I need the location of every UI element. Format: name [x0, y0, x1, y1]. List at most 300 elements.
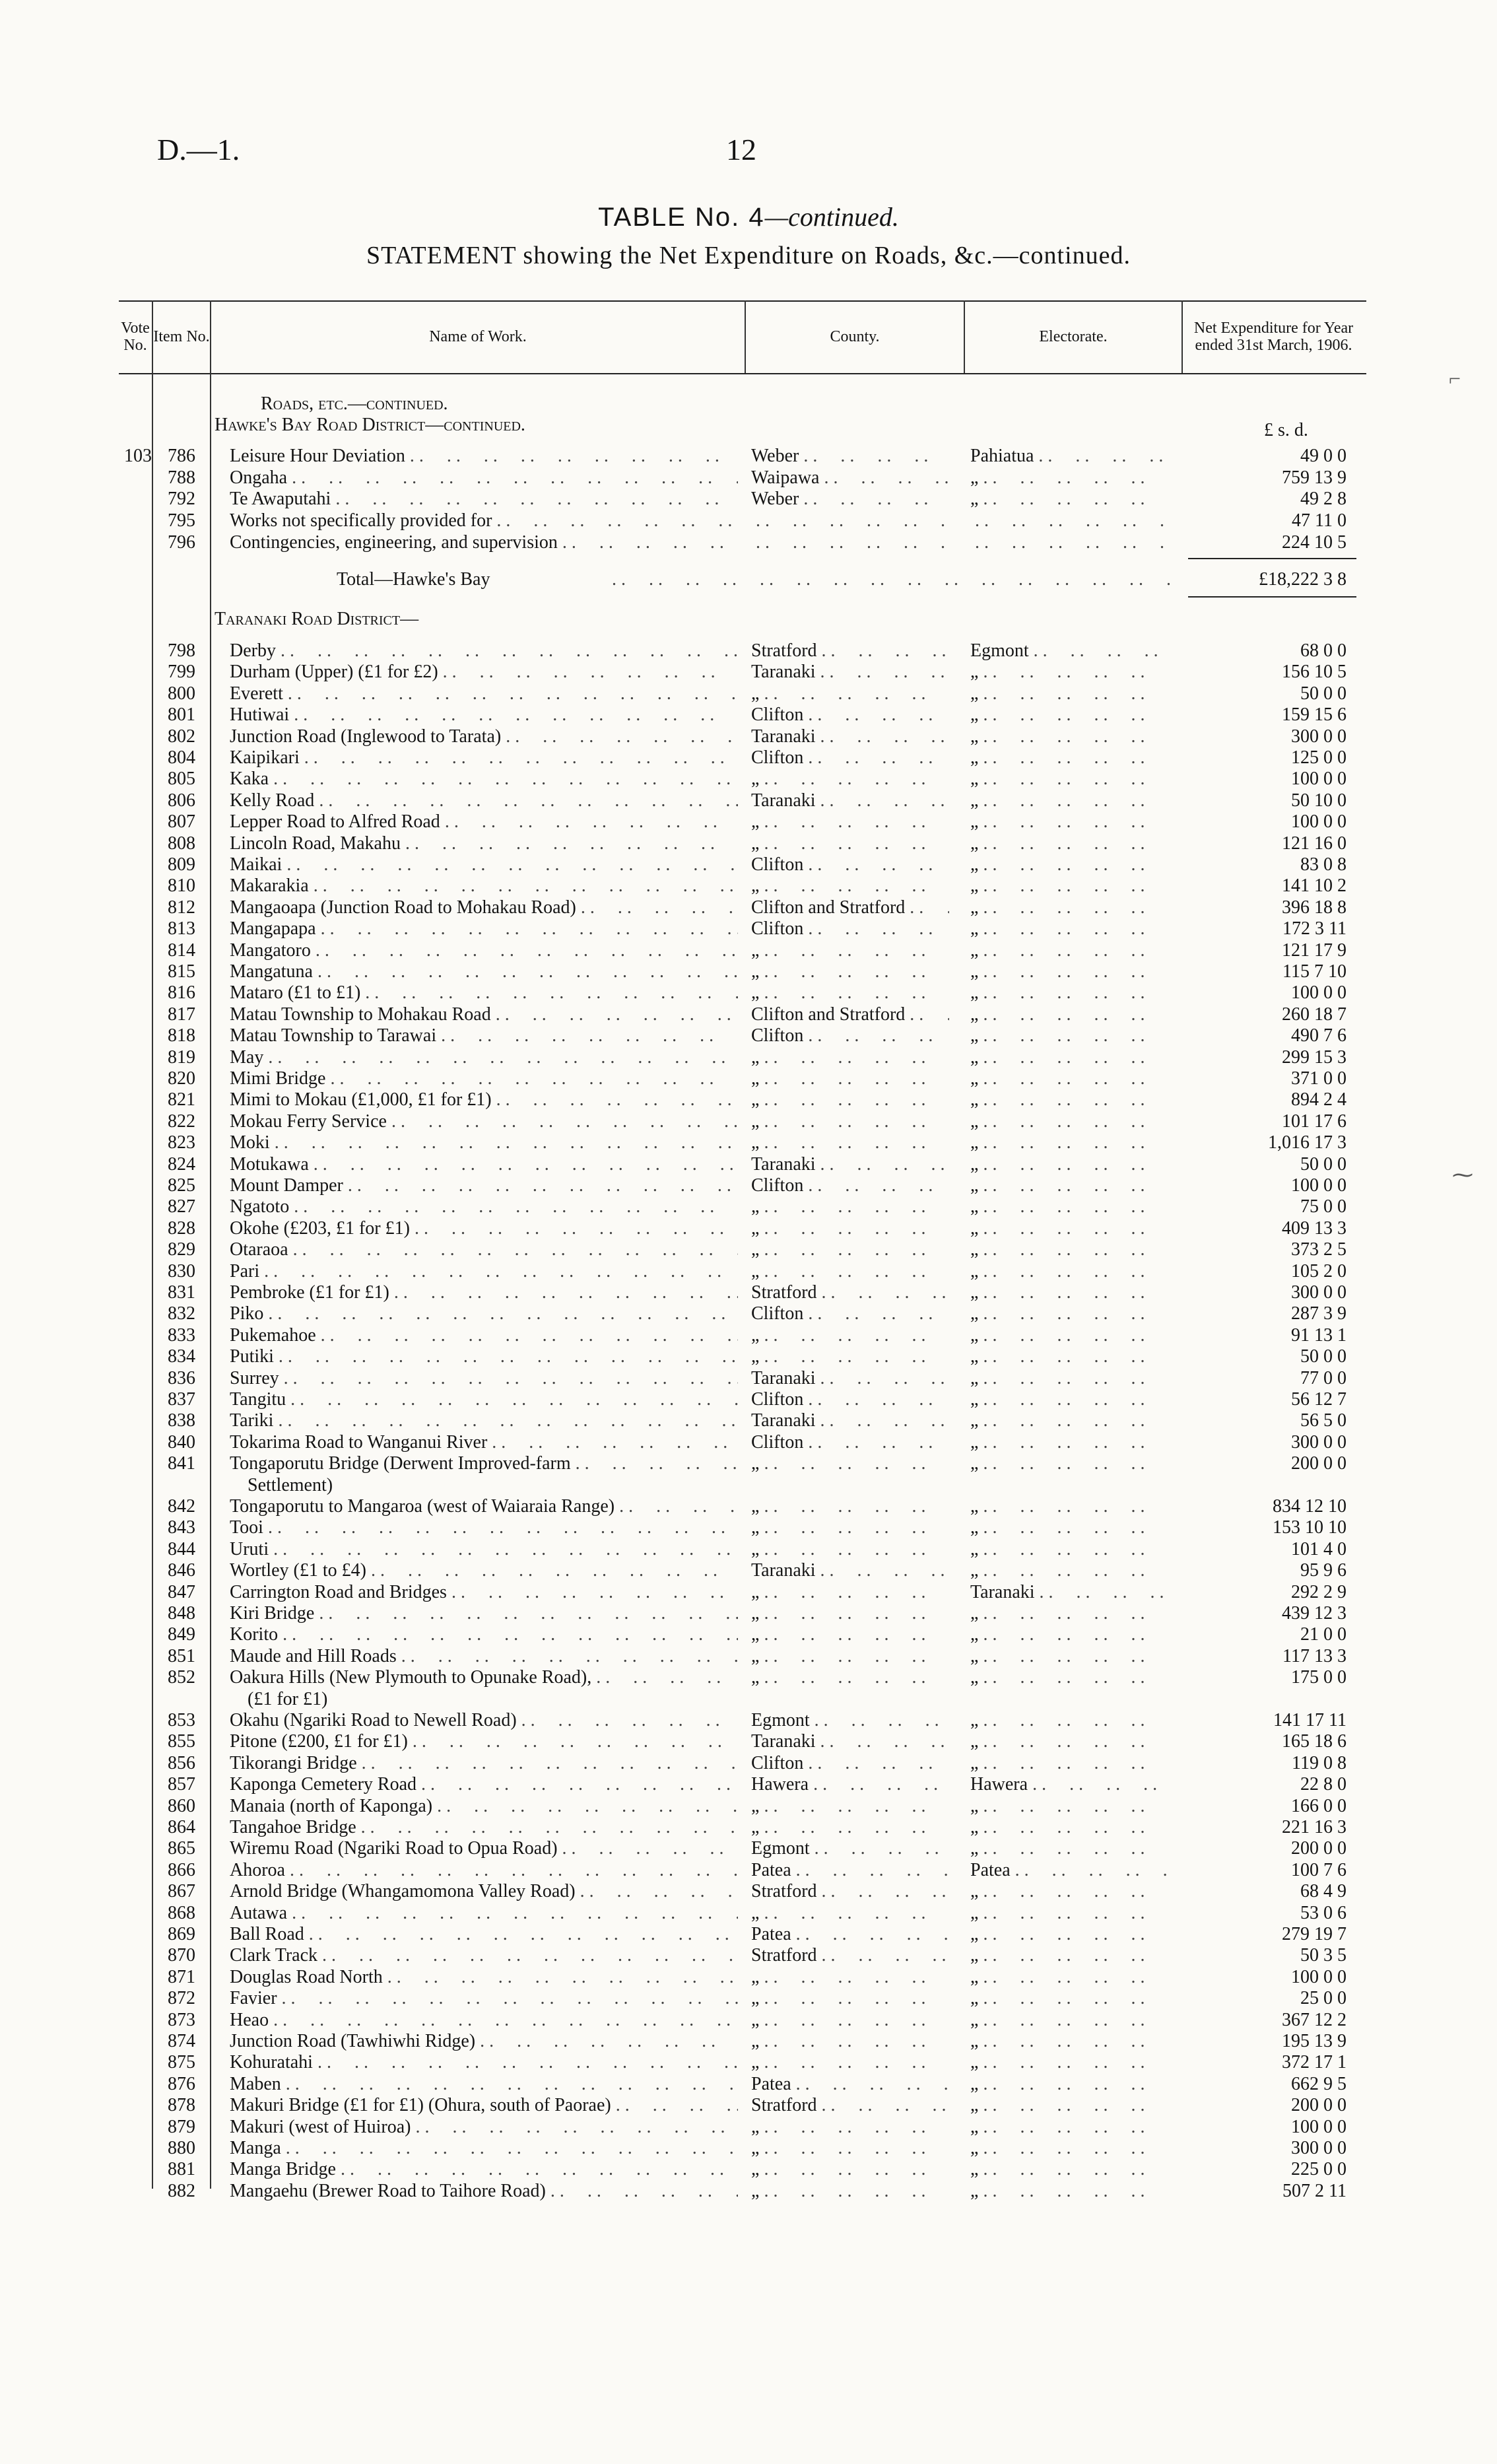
- expenditure-amount: 100 0 0: [1291, 769, 1347, 790]
- expenditure-amount: 117 13 3: [1282, 1645, 1347, 1666]
- section-roads-heading: [261, 394, 448, 415]
- work-name: Uruti . .: [230, 1539, 738, 1560]
- item-number: 824: [168, 1153, 195, 1175]
- county-cell: Taranaki . .: [751, 1410, 949, 1431]
- work-name: Kelly Road . .: [230, 790, 738, 811]
- expenditure-amount: 662 9 5: [1291, 2073, 1347, 2094]
- expenditure-amount: 75 0 0: [1300, 1196, 1347, 1217]
- item-number: 821: [168, 1089, 195, 1111]
- work-name: Okohe (£203, £1 for £1) . .: [230, 1218, 738, 1239]
- table-row-continuation: [0, 1475, 1497, 1496]
- work-name: Wortley (£1 to £4) . .: [230, 1560, 738, 1581]
- work-name-continuation: Settlement): [248, 1474, 333, 1495]
- expenditure-amount: 172 3 11: [1282, 918, 1347, 940]
- work-name: Favier . .: [230, 1988, 738, 2009]
- item-number: 801: [168, 704, 195, 726]
- table-row: [0, 1988, 1497, 2009]
- expenditure-amount: 141 10 2: [1282, 875, 1347, 897]
- work-name: Pembroke (£1 for £1) . .: [230, 1282, 738, 1303]
- expenditure-amount: 153 10 10: [1273, 1517, 1347, 1538]
- electorate-cell: „ . .: [970, 769, 1168, 790]
- work-name: Piko . .: [230, 1303, 738, 1324]
- electorate-cell: „ . .: [970, 1838, 1168, 1859]
- work-name: Contingencies, engineering, and supervision . .: [230, 532, 738, 553]
- expenditure-amount: 49 0 0: [1300, 446, 1347, 466]
- county-cell: „ . .: [751, 1196, 949, 1217]
- work-name: Putiki . .: [230, 1346, 738, 1367]
- taranaki-heading: [215, 609, 418, 630]
- electorate-cell: „ . .: [970, 1945, 1168, 1966]
- table-row: [0, 1710, 1497, 1731]
- item-number: 817: [168, 1004, 195, 1025]
- electorate-cell: „ . .: [970, 1667, 1168, 1688]
- work-name: Junction Road (Inglewood to Tarata) . .: [230, 726, 738, 747]
- electorate-cell: „ . .: [970, 854, 1168, 875]
- expenditure-amount: 121 17 9: [1282, 940, 1347, 961]
- item-number: 815: [168, 961, 195, 982]
- item-number: 809: [168, 854, 195, 875]
- item-number: 851: [168, 1645, 195, 1666]
- item-number: 843: [168, 1517, 195, 1538]
- expenditure-amount: 300 0 0: [1291, 1282, 1347, 1303]
- item-number: 853: [168, 1710, 195, 1730]
- item-number: 819: [168, 1046, 195, 1068]
- electorate-cell: „ . .: [970, 1154, 1168, 1175]
- item-number: 807: [168, 811, 195, 833]
- county-cell: Clifton . .: [751, 1389, 949, 1410]
- table-row: [0, 1903, 1497, 1924]
- item-number: 816: [168, 982, 195, 1004]
- county-cell: Taranaki . .: [751, 1731, 949, 1752]
- table-row: [0, 1667, 1497, 1688]
- county-cell: „ . .: [751, 1047, 949, 1068]
- electorate-cell: „ . .: [970, 833, 1168, 854]
- table-row: [0, 897, 1497, 918]
- item-number: 820: [168, 1068, 195, 1089]
- item-number: 841: [168, 1453, 195, 1474]
- electorate-cell: „ . .: [970, 1453, 1168, 1474]
- work-name: Te Awaputahi . .: [230, 489, 738, 510]
- expenditure-amount: 49 2 8: [1300, 489, 1347, 510]
- work-name: Mangatuna . .: [230, 961, 738, 982]
- item-number: 837: [168, 1389, 195, 1410]
- county-cell: „ . .: [751, 1089, 949, 1111]
- expenditure-amount: 101 4 0: [1291, 1538, 1347, 1559]
- expenditure-amount: 373 2 5: [1291, 1239, 1347, 1260]
- item-number: 813: [168, 918, 195, 940]
- work-name: Maikai . .: [230, 854, 738, 875]
- electorate-cell: Taranaki . .: [970, 1582, 1168, 1603]
- county-cell: Patea . .: [751, 1860, 949, 1881]
- margin-mark: ⁓: [1452, 1163, 1473, 1186]
- expenditure-amount: 279 19 7: [1282, 1924, 1347, 1944]
- table-row: [0, 769, 1497, 790]
- table-row: [0, 1753, 1497, 1774]
- item-number: 857: [168, 1774, 195, 1795]
- work-name: Tongaporutu to Mangaroa (west of Waiaraia Range) . .: [230, 1496, 738, 1517]
- county-cell: Weber . .: [751, 446, 949, 467]
- item-number: 880: [168, 2138, 195, 2158]
- work-name: Arnold Bridge (Whangamomona Valley Road) . .: [230, 1881, 738, 1902]
- table-row: [0, 1838, 1497, 1859]
- county-cell: Stratford . .: [751, 640, 949, 662]
- expenditure-amount: 95 9 6: [1300, 1560, 1347, 1581]
- item-number: 842: [168, 1496, 195, 1517]
- electorate-cell: „ . .: [970, 467, 1168, 489]
- col-header-county: County.: [830, 328, 880, 345]
- county-cell: „ . .: [751, 1967, 949, 1988]
- work-name: Manga Bridge . .: [230, 2159, 738, 2180]
- table-row: [0, 2159, 1497, 2180]
- work-name: Tangahoe Bridge . .: [230, 1817, 738, 1838]
- county-cell: Taranaki . .: [751, 1560, 949, 1581]
- work-name: Kaponga Cemetery Road . .: [230, 1774, 738, 1795]
- table-row: [0, 1325, 1497, 1346]
- expenditure-amount: 759 13 9: [1282, 467, 1347, 488]
- item-number: 812: [168, 897, 195, 918]
- item-number: 831: [168, 1282, 195, 1303]
- county-cell: „ . .: [751, 2052, 949, 2073]
- expenditure-amount: 200 0 0: [1291, 2095, 1347, 2116]
- expenditure-amount: 101 17 6: [1282, 1111, 1347, 1132]
- electorate-cell: „ . .: [970, 1496, 1168, 1517]
- table-title-main: TABLE No. 4: [598, 203, 765, 232]
- item-number: 818: [168, 1025, 195, 1046]
- expenditure-amount: 68 0 0: [1300, 640, 1347, 661]
- expenditure-amount: 156 10 5: [1282, 662, 1347, 683]
- electorate-cell: Patea . .: [970, 1860, 1168, 1881]
- electorate-cell: „ . .: [970, 1004, 1168, 1025]
- expenditure-amount: 287 3 9: [1291, 1303, 1347, 1324]
- work-name: Mimi Bridge . .: [230, 1068, 738, 1089]
- expenditure-amount: 56 12 7: [1291, 1389, 1347, 1410]
- electorate-cell: „ . .: [970, 1261, 1168, 1282]
- county-cell: Hawera . .: [751, 1774, 949, 1795]
- expenditure-amount: 200 0 0: [1291, 1453, 1347, 1474]
- electorate-cell: „ . .: [970, 1047, 1168, 1068]
- item-number: 868: [168, 1902, 195, 1923]
- county-cell: „ . .: [751, 1796, 949, 1817]
- county-cell: „ . .: [751, 1239, 949, 1260]
- item-number: 881: [168, 2159, 195, 2180]
- work-name: Ball Road . .: [230, 1924, 738, 1945]
- expenditure-amount: 371 0 0: [1291, 1068, 1347, 1089]
- work-name: Kaka . .: [230, 769, 738, 790]
- work-name: Tangitu . .: [230, 1389, 738, 1410]
- table-row: [0, 875, 1497, 897]
- table-row: [0, 1068, 1497, 1089]
- work-name: Ngatoto . .: [230, 1196, 738, 1217]
- table-row: [0, 2181, 1497, 2202]
- expenditure-amount: 141 17 11: [1273, 1710, 1347, 1730]
- table-row: [0, 2031, 1497, 2052]
- electorate-cell: „ . .: [970, 2074, 1168, 2095]
- table-row: [0, 467, 1497, 489]
- table-row: [0, 532, 1497, 553]
- item-number: 864: [168, 1817, 195, 1837]
- table-row: [0, 2117, 1497, 2138]
- electorate-cell: [970, 532, 1168, 553]
- table-row: [0, 1924, 1497, 1945]
- expenditure-amount: 396 18 8: [1282, 897, 1347, 918]
- item-number: 808: [168, 833, 195, 854]
- item-number: 865: [168, 1838, 195, 1859]
- electorate-cell: „ . .: [970, 897, 1168, 918]
- expenditure-amount: 100 0 0: [1291, 1966, 1347, 1987]
- county-cell: „ . .: [751, 1539, 949, 1560]
- table-row: [0, 833, 1497, 854]
- county-cell: „ . .: [751, 961, 949, 982]
- item-number: 829: [168, 1239, 195, 1260]
- table-row: [0, 1796, 1497, 1817]
- item-number: 798: [168, 640, 195, 661]
- work-name: Matau Township to Tarawai . .: [230, 1025, 738, 1046]
- electorate-cell: Pahiatua . .: [970, 446, 1168, 467]
- work-name: Kaipikari . .: [230, 747, 738, 769]
- work-name: Mimi to Mokau (£1,000, £1 for £1) . .: [230, 1089, 738, 1111]
- expenditure-amount: 1,016 17 3: [1268, 1132, 1347, 1153]
- item-number: 834: [168, 1346, 195, 1367]
- county-cell: Stratford . .: [751, 1881, 949, 1902]
- expenditure-amount: 115 7 10: [1282, 961, 1347, 982]
- vote-number: 103: [124, 446, 152, 466]
- expenditure-amount: 53 0 6: [1300, 1902, 1347, 1923]
- county-cell: „ . .: [751, 683, 949, 704]
- table-header-rule: [119, 373, 1366, 374]
- work-name: Hutiwai . .: [230, 704, 738, 726]
- hawkes-bay-label: Hawke's Bay Road District—continued.: [215, 415, 525, 435]
- work-name: Tariki . .: [230, 1410, 738, 1431]
- table-row: [0, 1453, 1497, 1474]
- table-row: [0, 1881, 1497, 1902]
- electorate-cell: „ . .: [970, 1817, 1168, 1838]
- county-cell: „ . .: [751, 1667, 949, 1688]
- table-row: [0, 683, 1497, 704]
- item-number: 872: [168, 1988, 195, 2009]
- item-number: 814: [168, 940, 195, 961]
- electorate-cell: „ . .: [970, 1967, 1168, 1988]
- work-name: Mangaoapa (Junction Road to Mohakau Road) . .: [230, 897, 738, 918]
- county-cell: Waipawa . .: [751, 467, 949, 489]
- item-number: 873: [168, 2009, 195, 2030]
- electorate-cell: „ . .: [970, 1988, 1168, 2009]
- expenditure-amount: 299 15 3: [1282, 1046, 1347, 1068]
- item-number: 802: [168, 726, 195, 747]
- county-cell: „ . .: [751, 940, 949, 961]
- table-row: [0, 1196, 1497, 1217]
- work-name: Makuri Bridge (£1 for £1) (Ohura, south of Paorae) . .: [230, 2095, 738, 2116]
- electorate-cell: „ . .: [970, 1111, 1168, 1132]
- electorate-cell: „ . .: [970, 1517, 1168, 1538]
- work-name: Mount Damper . .: [230, 1175, 738, 1196]
- expenditure-amount: 224 10 5: [1282, 531, 1347, 553]
- expenditure-amount: 409 13 3: [1282, 1217, 1347, 1239]
- page-number: 12: [726, 133, 756, 166]
- expenditure-amount: 105 2 0: [1291, 1260, 1347, 1282]
- table-row: [0, 1860, 1497, 1881]
- county-cell: Stratford . .: [751, 1282, 949, 1303]
- item-number: 804: [168, 747, 195, 768]
- county-cell: Patea . .: [751, 1924, 949, 1945]
- county-cell: Clifton . .: [751, 1432, 949, 1453]
- expenditure-amount: 166 0 0: [1291, 1795, 1347, 1816]
- electorate-cell: „ . .: [970, 811, 1168, 833]
- electorate-cell: „ . .: [970, 1068, 1168, 1089]
- table-row: [0, 1025, 1497, 1046]
- total-leader-dots: [607, 569, 1175, 590]
- work-name: Mataro (£1 to £1) . .: [230, 982, 738, 1004]
- expenditure-amount: 100 7 6: [1291, 1859, 1347, 1880]
- county-cell: Stratford . .: [751, 1945, 949, 1966]
- work-name: Works not specifically provided for . .: [230, 510, 738, 531]
- work-name: Mangaehu (Brewer Road to Taihore Road) . .: [230, 2181, 738, 2202]
- electorate-cell: „ . .: [970, 961, 1168, 982]
- table-row: [0, 982, 1497, 1004]
- work-name: Kohuratahi . .: [230, 2052, 738, 2073]
- work-name: Lepper Road to Alfred Road . .: [230, 811, 738, 833]
- work-name: Everett . .: [230, 683, 738, 704]
- electorate-cell: „ . .: [970, 1089, 1168, 1111]
- work-name: Surrey . .: [230, 1368, 738, 1389]
- county-cell: Taranaki . .: [751, 662, 949, 683]
- expenditure-amount: 100 0 0: [1291, 811, 1347, 833]
- county-cell: Clifton and Stratford . .: [751, 897, 949, 918]
- electorate-cell: „ . .: [970, 1731, 1168, 1752]
- work-name: Wiremu Road (Ngariki Road to Opua Road) . .: [230, 1838, 738, 1859]
- item-number: 830: [168, 1260, 195, 1282]
- table-row: [0, 1539, 1497, 1560]
- electorate-cell: „ . .: [970, 1432, 1168, 1453]
- county-cell: „ . .: [751, 769, 949, 790]
- electorate-cell: „ . .: [970, 2052, 1168, 2073]
- county-cell: Weber . .: [751, 489, 949, 510]
- table-row: [0, 1582, 1497, 1603]
- electorate-cell: „ . .: [970, 1025, 1168, 1046]
- table-row: [0, 1303, 1497, 1324]
- item-number: 822: [168, 1111, 195, 1132]
- table-row: [0, 1517, 1497, 1538]
- county-cell: Clifton . .: [751, 854, 949, 875]
- table-row: [0, 1175, 1497, 1196]
- electorate-cell: „ . .: [970, 747, 1168, 769]
- electorate-cell: „ . .: [970, 704, 1168, 726]
- county-cell: „ . .: [751, 2117, 949, 2138]
- work-name: Autawa . .: [230, 1903, 738, 1924]
- county-cell: „ . .: [751, 1111, 949, 1132]
- item-number: 878: [168, 2095, 195, 2116]
- county-cell: „ . .: [751, 1453, 949, 1474]
- work-name: Kiri Bridge . .: [230, 1603, 738, 1624]
- electorate-cell: „ . .: [970, 489, 1168, 510]
- electorate-cell: „ . .: [970, 683, 1168, 704]
- electorate-cell: Hawera . .: [970, 1774, 1168, 1795]
- table-row: [0, 790, 1497, 811]
- work-name: Otaraoa . .: [230, 1239, 738, 1260]
- table-row: [0, 704, 1497, 726]
- county-cell: „ . .: [751, 2138, 949, 2159]
- electorate-cell: „ . .: [970, 1539, 1168, 1560]
- county-cell: „ . .: [751, 1496, 949, 1517]
- county-cell: Clifton . .: [751, 747, 949, 769]
- expenditure-amount: 50 3 5: [1300, 1945, 1347, 1966]
- table-row: [0, 1261, 1497, 1282]
- work-name: Pukemahoe . .: [230, 1325, 738, 1346]
- electorate-cell: „ . .: [970, 2159, 1168, 2180]
- county-cell: „ . .: [751, 1325, 949, 1346]
- electorate-cell: „ . .: [970, 1646, 1168, 1667]
- table-row: [0, 1089, 1497, 1111]
- work-name: Ahoroa . .: [230, 1860, 738, 1881]
- table-row: [0, 1389, 1497, 1410]
- table-row: [0, 961, 1497, 982]
- expenditure-amount: 221 16 3: [1282, 1817, 1347, 1837]
- expenditure-amount: 22 8 0: [1300, 1774, 1347, 1795]
- item-number: 869: [168, 1924, 195, 1944]
- work-name: Mangatoro . .: [230, 940, 738, 961]
- table-title: [0, 201, 1497, 232]
- electorate-cell: „ . .: [970, 1218, 1168, 1239]
- county-cell: „ . .: [751, 1218, 949, 1239]
- expenditure-amount: 834 12 10: [1273, 1496, 1347, 1517]
- expenditure-amount: 83 0 8: [1300, 854, 1347, 875]
- item-number: 823: [168, 1132, 195, 1153]
- expenditure-amount: 100 0 0: [1291, 1175, 1347, 1196]
- expenditure-amount: 56 5 0: [1300, 1410, 1347, 1431]
- item-number: 799: [168, 662, 195, 683]
- work-name: Lincoln Road, Makahu . .: [230, 833, 738, 854]
- work-name: Oakura Hills (New Plymouth to Opunake Road), . .: [230, 1667, 738, 1688]
- county-cell: „ . .: [751, 1646, 949, 1667]
- electorate-cell: „ . .: [970, 1303, 1168, 1324]
- table-row: [0, 1111, 1497, 1132]
- section-roads-label: Roads, etc.—continued.: [261, 394, 448, 414]
- margin-mark: ⌐: [1449, 366, 1461, 390]
- expenditure-amount: 25 0 0: [1300, 1988, 1347, 2009]
- expenditure-amount: 91 13 1: [1291, 1324, 1347, 1346]
- work-name-continuation: (£1 for £1): [248, 1688, 328, 1709]
- electorate-cell: „ . .: [970, 1710, 1168, 1731]
- county-cell: Taranaki . .: [751, 1154, 949, 1175]
- item-number: 856: [168, 1752, 195, 1773]
- electorate-cell: „ . .: [970, 918, 1168, 940]
- expenditure-amount: 225 0 0: [1291, 2159, 1347, 2180]
- expenditure-amount: 50 0 0: [1300, 683, 1347, 704]
- electorate-cell: „ . .: [970, 1796, 1168, 1817]
- county-cell: Taranaki . .: [751, 790, 949, 811]
- electorate-cell: „ . .: [970, 1753, 1168, 1774]
- electorate-cell: „ . .: [970, 1368, 1168, 1389]
- item-number: 867: [168, 1881, 195, 1902]
- table-row: [0, 1646, 1497, 1667]
- item-number: 825: [168, 1175, 195, 1196]
- table-row: [0, 1047, 1497, 1068]
- item-number: 874: [168, 2031, 195, 2051]
- expenditure-amount: 50 0 0: [1300, 1346, 1347, 1367]
- item-number: 832: [168, 1303, 195, 1324]
- expenditure-amount: 300 0 0: [1291, 2138, 1347, 2158]
- statement-title: STATEMENT showing the Net Expenditure on Roads, &c.—continued.: [366, 242, 1131, 269]
- table-row: [0, 726, 1497, 747]
- item-number: 870: [168, 1945, 195, 1966]
- table-row: [0, 1817, 1497, 1838]
- item-number: 800: [168, 683, 195, 704]
- table-row: [0, 1496, 1497, 1517]
- work-name: Okahu (Ngariki Road to Newell Road) . .: [230, 1710, 738, 1731]
- table-row: [0, 2052, 1497, 2073]
- table-row: [0, 446, 1497, 467]
- table-row: [0, 1132, 1497, 1153]
- work-name: Pari . .: [230, 1261, 738, 1282]
